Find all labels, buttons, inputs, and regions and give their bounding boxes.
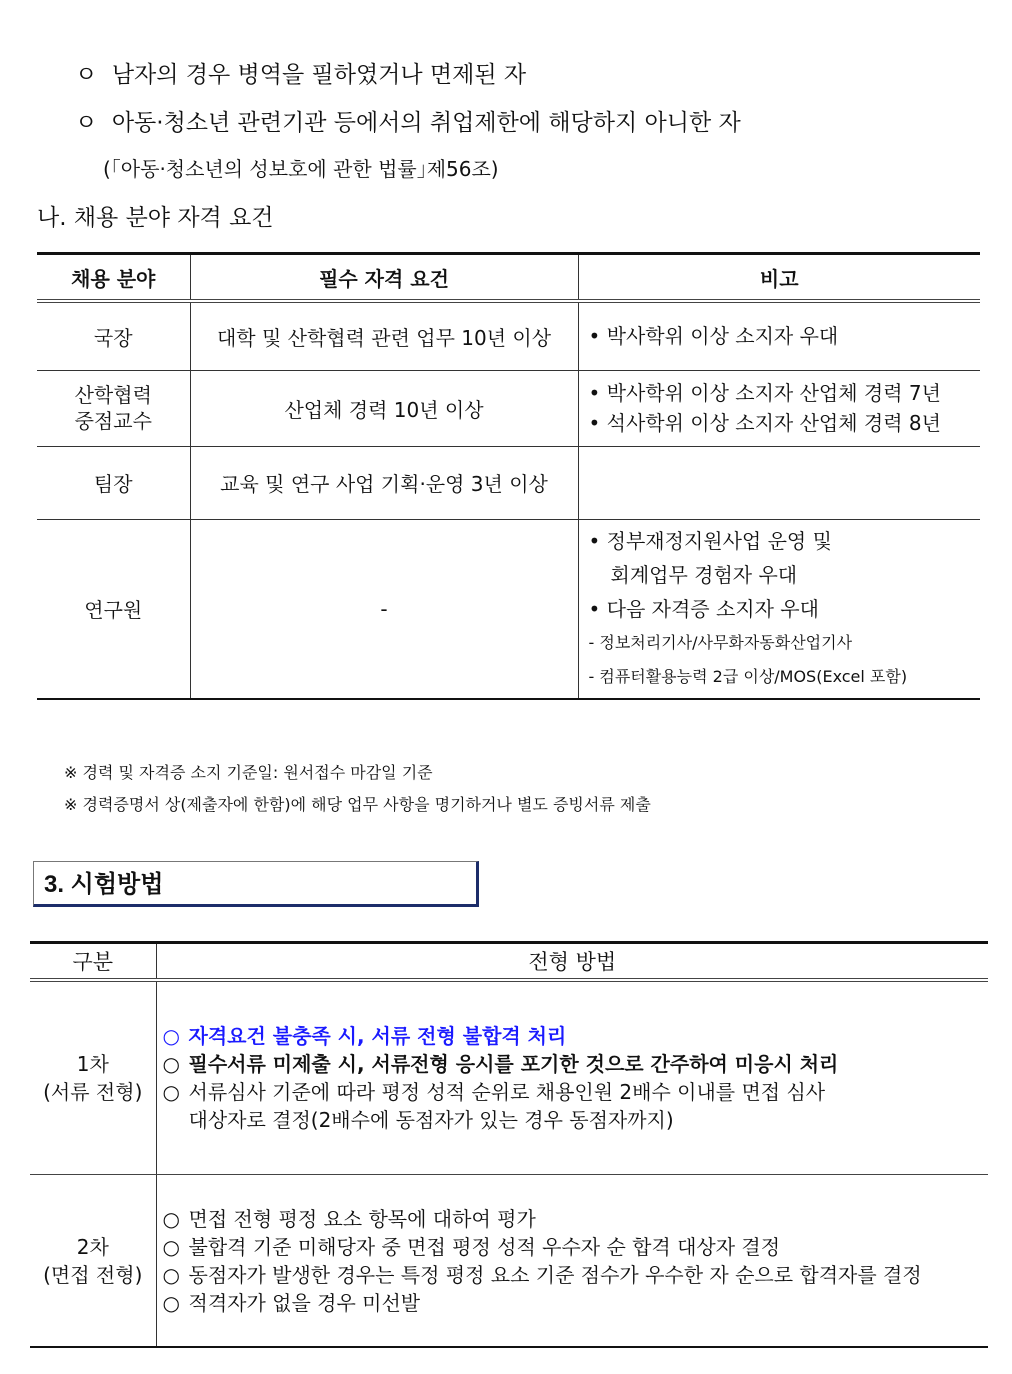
note-bullet: • 박사학위 이상 소지자 우대: [589, 319, 981, 353]
stage-sublabel: (면접 전형): [43, 1262, 143, 1287]
bullet-marker: ㅇ: [75, 110, 98, 136]
method-item: [163, 1022, 989, 1050]
column-header: 필수 자격 요건: [190, 254, 578, 302]
method-text: 면접 전형 평정 요소 항목에 대하여 평가: [188, 1206, 536, 1231]
stage-cell: [30, 1175, 156, 1348]
method-cell: [156, 1175, 988, 1348]
circle-bullet-icon: ○: [162, 1234, 180, 1259]
table-row: [37, 446, 980, 519]
remark-line: ※ 경력 및 자격증 소지 기준일: 원서접수 마감일 기준: [64, 763, 433, 782]
section-heading-exam: 3. 시험방법: [33, 861, 479, 907]
exam-method-table: [30, 941, 988, 1348]
method-text: 동점자가 발생한 경우는 특정 평정 요소 기준 점수가 우수한 자 순으로 합격자를 결정: [188, 1262, 922, 1287]
table-row: [30, 1175, 988, 1348]
circle-bullet-icon: ○: [162, 1080, 180, 1104]
column-header: 전형 방법: [156, 943, 988, 981]
requirement-text: 남자의 경우 병역을 필하였거나 면제된 자: [111, 62, 527, 88]
circle-bullet-icon: ○: [162, 1052, 180, 1076]
note-dash-item: - 컴퓨터활용능력 2급 이상/MOS(Excel 포함): [589, 660, 981, 694]
note-bullet: • 정부재정지원사업 운영 및: [589, 524, 981, 558]
field-cell: [37, 370, 190, 446]
method-item: [163, 1050, 989, 1078]
method-continuation: 대상자로 결정(2배수에 동점자가 있는 경우 동점자까지): [188, 1108, 674, 1132]
requirement-cell: -: [190, 519, 578, 699]
method-cell: [156, 980, 988, 1175]
stage-cell: [30, 980, 156, 1175]
table-row: [37, 370, 980, 446]
field-cell: 팀장: [37, 446, 190, 519]
method-item: [163, 1289, 989, 1317]
requirement-item-employment-restriction: [75, 104, 741, 137]
table-row: [30, 980, 988, 1175]
table-row: [37, 519, 980, 699]
circle-bullet-icon: ○: [162, 1024, 180, 1048]
requirement-cell: 대학 및 산학협력 관련 업무 10년 이상: [190, 301, 578, 370]
stage-sublabel: (서류 전형): [43, 1080, 143, 1104]
requirement-cell: 산업체 경력 10년 이상: [190, 370, 578, 446]
note-cell: [578, 301, 980, 370]
note-cell: [578, 519, 980, 699]
circle-bullet-icon: ○: [162, 1206, 180, 1231]
method-text: 자격요건 불충족 시, 서류 전형 불합격 처리: [188, 1024, 567, 1048]
method-text: 적격자가 없을 경우 미선발: [188, 1290, 421, 1315]
field-line: 산학협력: [74, 383, 152, 407]
qualification-table: [37, 252, 980, 700]
note-cell: [578, 370, 980, 446]
column-header: 비고: [578, 254, 980, 302]
law-reference: (｢아동·청소년의 성보호에 관한 법률｣제56조): [103, 157, 499, 181]
remark-line: ※ 경력증명서 상(제출자에 한함)에 해당 업무 사항을 명기하거나 별도 증빙서류 제출: [64, 795, 651, 814]
requirement-cell: 교육 및 연구 사업 기획·운영 3년 이상: [190, 446, 578, 519]
note-dash-item: - 정보처리기사/사무화자동화산업기사: [589, 626, 981, 660]
method-item: [163, 1078, 989, 1106]
note-bullet: • 박사학위 이상 소지자 산업체 경력 7년: [589, 378, 981, 408]
requirement-text: 아동·청소년 관련기관 등에서의 취업제한에 해당하지 아니한 자: [111, 110, 741, 136]
stage-label: 2차: [76, 1234, 109, 1259]
column-header: 채용 분야: [37, 254, 190, 302]
note-cell: [578, 446, 980, 519]
stage-label: 1차: [76, 1052, 109, 1076]
note-bullet: • 다음 자격증 소지자 우대: [589, 592, 981, 626]
table-header-row: [37, 254, 980, 302]
field-line: 중점교수: [74, 409, 152, 433]
note-bullet: • 석사학위 이상 소지자 산업체 경력 8년: [589, 408, 981, 438]
column-header: 구분: [30, 943, 156, 981]
circle-bullet-icon: ○: [162, 1262, 180, 1287]
table-row: [37, 301, 980, 370]
method-item: [163, 1233, 989, 1261]
field-cell: 연구원: [37, 519, 190, 699]
table-header-row: [30, 943, 988, 981]
method-item: [163, 1205, 989, 1233]
bullet-marker: ㅇ: [75, 62, 98, 88]
section-na-title: 나. 채용 분야 자격 요건: [37, 205, 274, 231]
circle-bullet-icon: ○: [162, 1290, 180, 1315]
field-cell: 국장: [37, 301, 190, 370]
method-text: 필수서류 미제출 시, 서류전형 응시를 포기한 것으로 간주하여 미응시 처리: [188, 1052, 839, 1076]
method-item: [163, 1261, 989, 1289]
requirement-item-military: [75, 56, 526, 89]
method-text: 불합격 기준 미해당자 중 면접 평정 성적 우수자 순 합격 대상자 결정: [188, 1234, 781, 1259]
note-continuation: 회계업무 경험자 우대: [610, 562, 798, 587]
method-text: 서류심사 기준에 따라 평정 성적 순위로 채용인원 2배수 이내를 면접 심사: [188, 1080, 826, 1104]
